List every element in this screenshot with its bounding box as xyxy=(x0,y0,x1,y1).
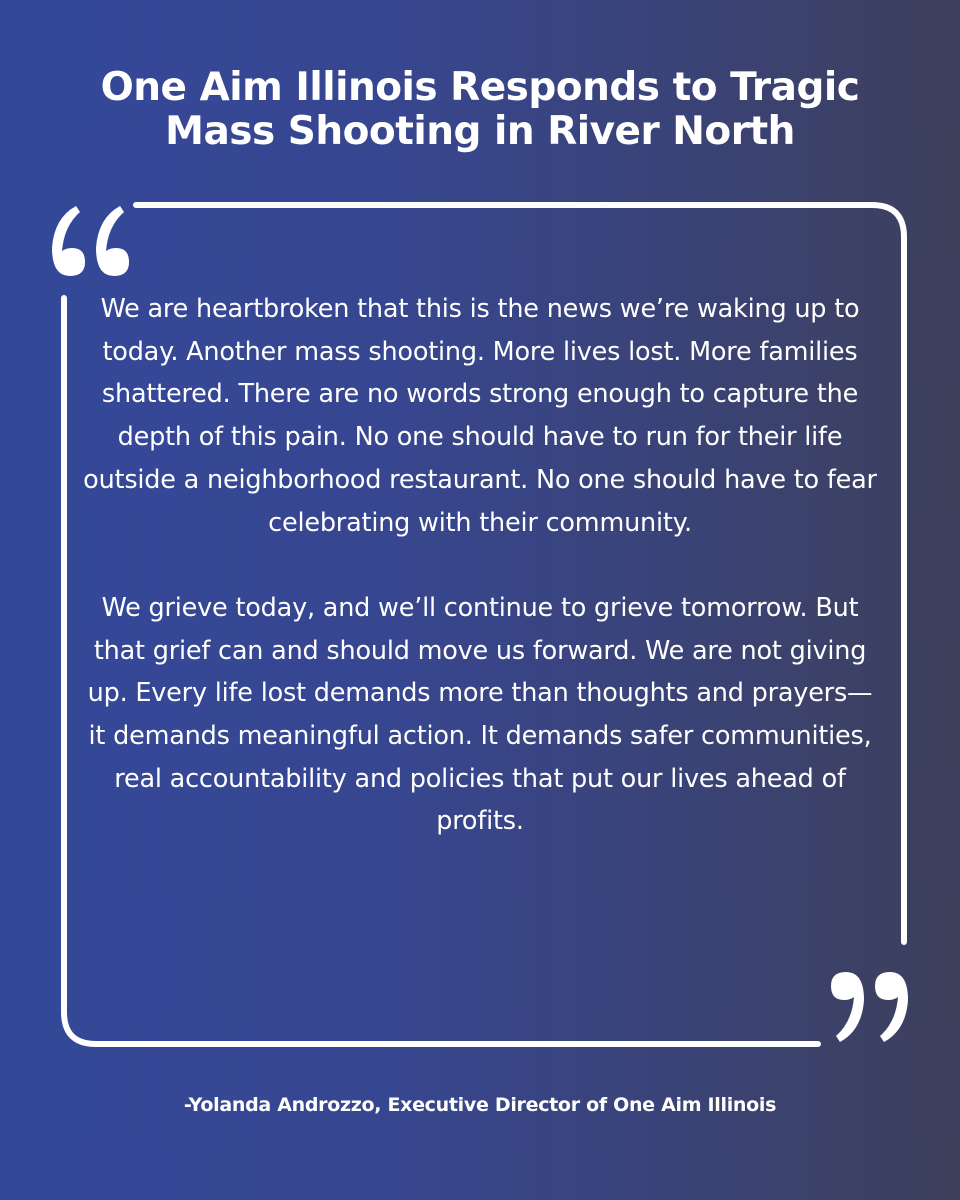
quote-body xyxy=(82,288,878,843)
close-quote-icon xyxy=(828,968,912,1044)
quote-paragraph-2: We grieve today, and we’ll continue to grieve tomorrow. But that grief can and should move us forward. We are not giving up. Every life lost demands more than thoughts and prayers—it demands meaningful action. It demands safer communities, real accountability and policies that put our lives ahead of profits. xyxy=(87,592,873,837)
open-quote-icon xyxy=(48,204,132,278)
attribution: -Yolanda Androzzo, Executive Director of One Aim Illinois xyxy=(183,1094,777,1116)
headline-line-1: One Aim Illinois Responds to Tragic xyxy=(100,65,860,110)
headline-line-2: Mass Shooting in River North xyxy=(165,109,795,154)
quote-paragraph-1: We are heartbroken that this is the news we’re waking up to today. Another mass shooting. More lives lost. More families shattered. There are no words strong enough to capture the depth of this pain. No one should have to run for their life outside a neighborhood restaurant. No one should have to fear celebrating with their community. xyxy=(83,294,877,538)
